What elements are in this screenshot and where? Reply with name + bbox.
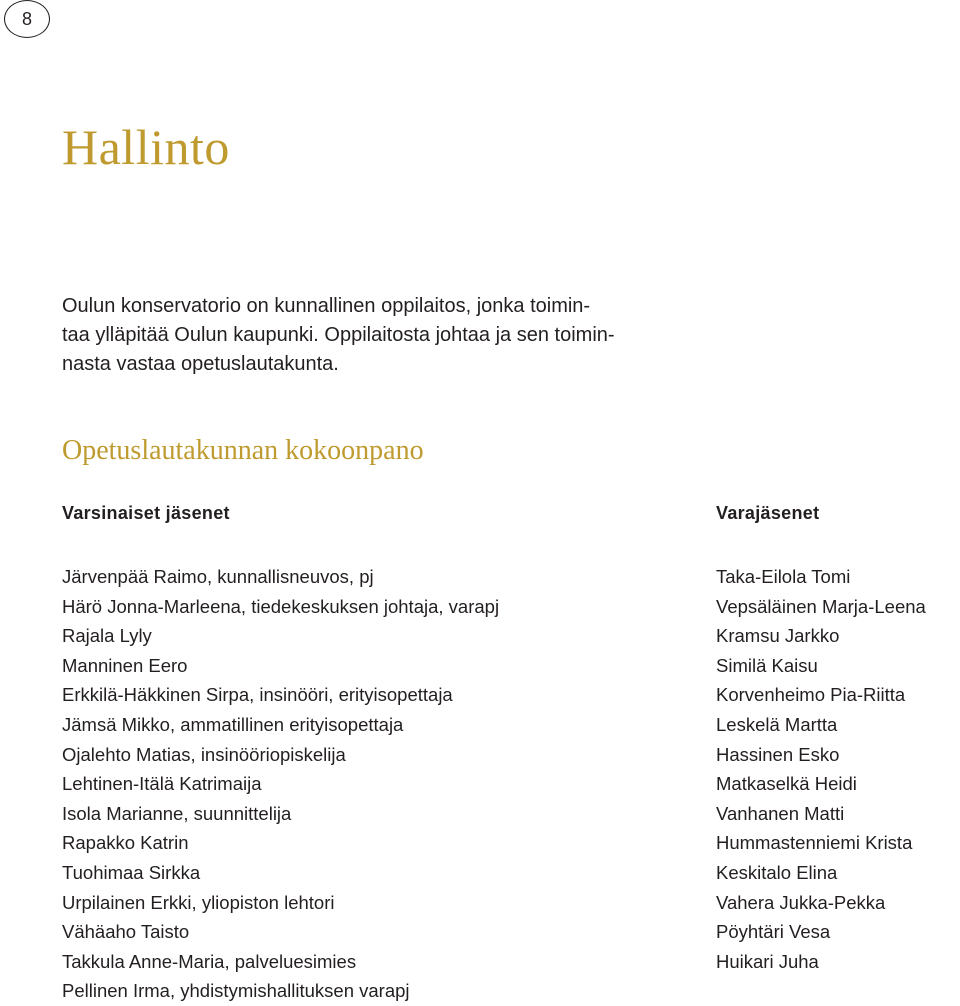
member-item: Takkula Anne-Maria, palveluesimies [62, 950, 357, 972]
deputy-item: Hassinen Esko [716, 743, 840, 765]
intro-line: taa ylläpitää Oulun kaupunki. Oppilaitosta johtaa ja sen toimin- [62, 324, 615, 346]
member-item: Rapakko Katrin [62, 832, 189, 854]
member-item: Jämsä Mikko, ammatillinen erityisopettaja [62, 713, 404, 735]
section-title: Opetuslautakunnan kokoonpano [62, 435, 424, 466]
member-item: Manninen Eero [62, 654, 188, 676]
deputy-item: Vanhanen Matti [716, 802, 845, 824]
intro-line: Oulun konservatorio on kunnallinen oppilaitos, jonka toimin- [62, 295, 591, 317]
member-item: Vähäaho Taisto [62, 921, 190, 943]
member-item: Rajala Lyly [62, 625, 152, 647]
page-number: 8 [4, 0, 50, 38]
deputy-item: Huikari Juha [716, 950, 819, 972]
deputy-item: Pöyhtäri Vesa [716, 921, 831, 943]
deputy-item: Vepsäläinen Marja-Leena [716, 595, 926, 617]
deputy-item: Vahera Jukka-Pekka [716, 891, 886, 913]
deputy-item: Leskelä Martta [716, 713, 838, 735]
member-item: Isola Marianne, suunnittelija [62, 802, 292, 824]
members-list [62, 562, 499, 1006]
deputy-item: Matkaselkä Heidi [716, 773, 857, 795]
deputy-item: Hummastenniemi Krista [716, 832, 913, 854]
intro-line: nasta vastaa opetuslautakunta. [62, 353, 339, 375]
members-heading: Varsinaiset jäsenet [62, 503, 230, 523]
page-title: Hallinto [62, 119, 230, 175]
member-item: Tuohimaa Sirkka [62, 861, 201, 883]
deputies-heading: Varajäsenet [716, 503, 820, 523]
member-item: Pellinen Irma, yhdistymishallituksen varapj [62, 980, 410, 1002]
deputy-item: Kramsu Jarkko [716, 625, 840, 647]
deputy-item: Similä Kaisu [716, 654, 818, 676]
member-item: Erkkilä-Häkkinen Sirpa, insinööri, erityisopettaja [62, 684, 453, 706]
member-item: Järvenpää Raimo, kunnallisneuvos, pj [62, 566, 374, 587]
member-item: Ojalehto Matias, insinööriopiskelija [62, 743, 346, 765]
intro-paragraph [62, 292, 702, 379]
deputy-item: Korvenheimo Pia-Riitta [716, 684, 906, 706]
deputies-list [716, 562, 926, 976]
member-item: Härö Jonna-Marleena, tiedekeskuksen johtaja, varapj [62, 595, 500, 617]
deputy-item: Taka-Eilola Tomi [716, 566, 851, 587]
member-item: Lehtinen-Itälä Katrimaija [62, 773, 262, 795]
deputy-item: Keskitalo Elina [716, 861, 838, 883]
member-item: Urpilainen Erkki, yliopiston lehtori [62, 891, 335, 913]
